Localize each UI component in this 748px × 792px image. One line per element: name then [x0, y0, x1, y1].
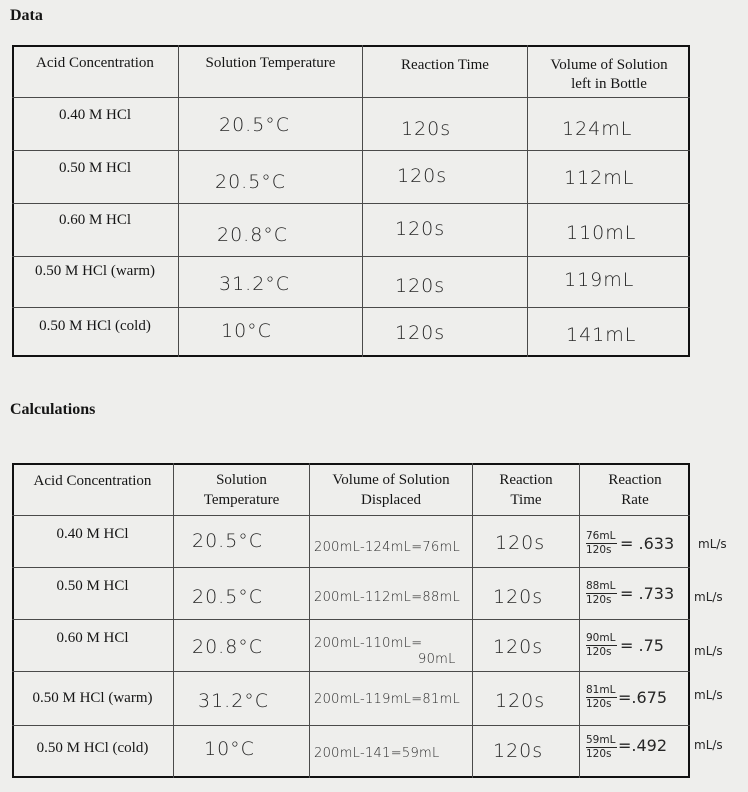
displaced-result: 90mL [418, 652, 456, 667]
time-value: 120s [493, 636, 544, 658]
rate-fraction: $\frac{90mL}{120s}$ [586, 632, 616, 658]
header-reaction-time: Reaction Time [363, 45, 528, 98]
table-row: 0.50 M HCl (warm) [12, 257, 179, 308]
displaced-value: 200mL-119mL=81mL [314, 692, 461, 707]
header-volume-displaced: Volume of Solution Displaced [310, 463, 473, 516]
time-value: 120s [495, 690, 546, 712]
rate-fraction: $\frac{81mL}{120s}$ [586, 684, 616, 710]
temp-value: 20.5°C [192, 530, 264, 552]
data-heading: Data [10, 7, 43, 24]
table-row: 0.60 M HCl [12, 620, 174, 672]
temp-value: 20.8°C [217, 224, 289, 246]
rate-unit: mL/s [694, 738, 723, 752]
header-solution-temperature: Solution Temperature [179, 45, 363, 98]
volume-value: 112mL [564, 167, 635, 189]
temp-value: 20.5°C [215, 171, 287, 193]
table-row: 0.40 M HCl [12, 516, 174, 568]
temp-value: 20.5°C [192, 586, 264, 608]
time-value: 120s [493, 740, 544, 762]
header-acid-concentration: Acid Concentration [12, 463, 174, 516]
data-table [12, 45, 690, 357]
calculations-heading: Calculations [10, 401, 96, 418]
table-row: 0.50 M HCl [12, 568, 174, 620]
displaced-value: 200mL-124mL=76mL [314, 540, 461, 555]
rate-value: = .633 [620, 534, 675, 553]
time-value: 120s [495, 532, 546, 554]
header-volume-left: Volume of Solution left in Bottle [528, 45, 690, 98]
rate-value: = .75 [620, 636, 664, 655]
displaced-value: 200mL-141=59mL [314, 746, 440, 761]
time-value: 120s [395, 275, 446, 297]
calculations-table [12, 463, 690, 778]
rate-fraction: $\frac{88mL}{120s}$ [586, 580, 616, 606]
temp-value: 31.2°C [219, 273, 291, 295]
table-row: 0.50 M HCl [12, 151, 179, 204]
volume-value: 141mL [566, 324, 637, 346]
displaced-value: 200mL-112mL=88mL [314, 590, 461, 605]
rate-value: = .733 [620, 584, 675, 603]
temp-value: 31.2°C [198, 690, 270, 712]
table-row: 0.60 M HCl [12, 204, 179, 257]
table-row: 0.50 M HCl (cold) [12, 726, 174, 778]
header-reaction-rate: Reaction Rate [580, 463, 690, 516]
time-value: 120s [401, 118, 452, 140]
time-value: 120s [493, 586, 544, 608]
rate-unit: mL/s [694, 688, 723, 702]
rate-value: =.675 [618, 688, 668, 707]
header-acid-concentration: Acid Concentration [12, 45, 179, 98]
temp-value: 20.8°C [192, 636, 264, 658]
displaced-value: 200mL-110mL= [314, 636, 423, 651]
volume-value: 124mL [562, 118, 633, 140]
header-solution-temperature: Solution Temperature [174, 463, 310, 516]
temp-value: 10°C [221, 320, 272, 342]
volume-value: 110mL [566, 222, 637, 244]
table-row: 0.50 M HCl (cold) [12, 308, 179, 357]
rate-unit: mL/s [698, 537, 727, 551]
rate-value: =.492 [618, 736, 668, 755]
temp-value: 20.5°C [219, 114, 291, 136]
table-row: 0.50 M HCl (warm) [12, 672, 174, 726]
temp-value: 10°C [204, 738, 255, 760]
time-value: 120s [395, 218, 446, 240]
volume-value: 119mL [564, 269, 635, 291]
rate-unit: mL/s [694, 644, 723, 658]
time-value: 120s [395, 322, 446, 344]
table-row: 0.40 M HCl [12, 98, 179, 151]
rate-fraction: $\frac{59mL}{120s}$ [586, 734, 616, 760]
rate-fraction: $\frac{76mL}{120s}$ [586, 530, 616, 556]
time-value: 120s [397, 165, 448, 187]
header-reaction-time: Reaction Time [473, 463, 580, 516]
rate-unit: mL/s [694, 590, 723, 604]
